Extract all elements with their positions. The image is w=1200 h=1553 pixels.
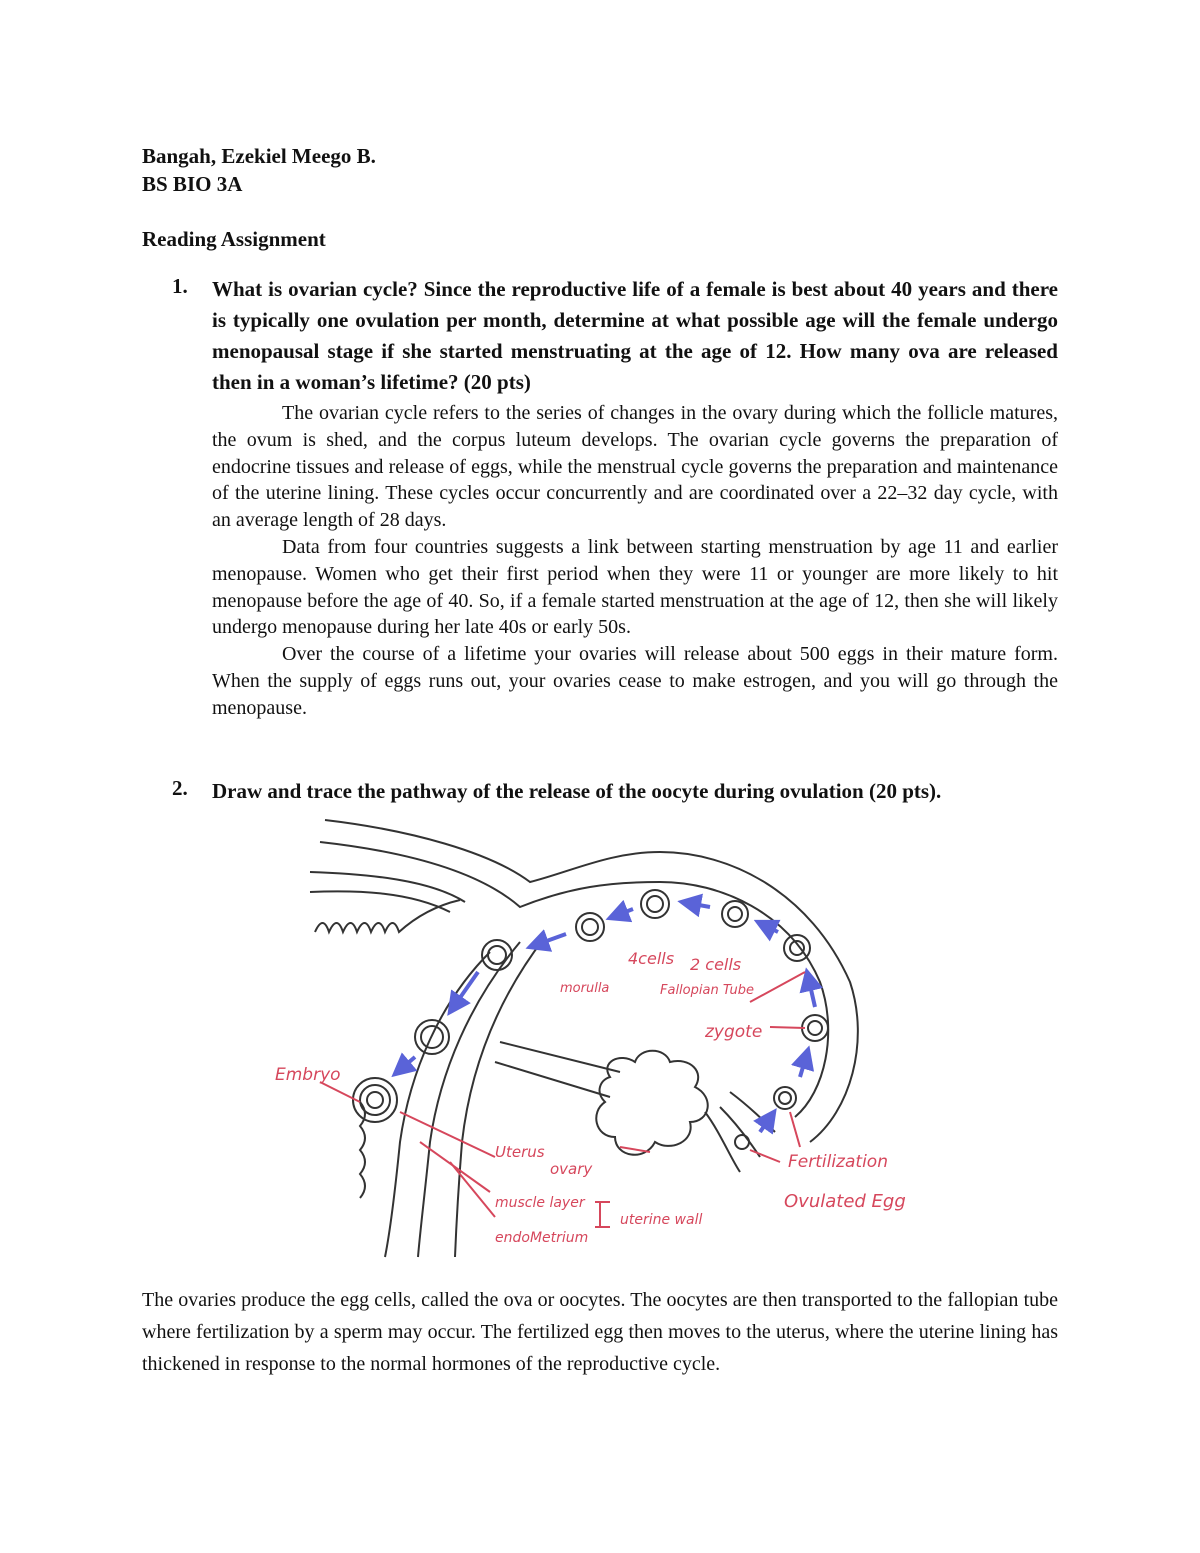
label-ovulated-egg: Ovulated Egg [784,1191,906,1212]
student-name: Bangah, Ezekiel Meego B. [142,144,376,168]
answer-paragraph-3: Over the course of a lifetime your ovaries will release about 500 eggs in their mature form. When the supply of eggs runs out, your ovaries cease to make estrogen, and you will go through the menopause. [212,643,1058,719]
student-section: BS BIO 3A [142,172,243,196]
answer-paragraph-2: Data from four countries suggests a link between starting menstruation by age 11 and earlier menopause. Women who get their first period when they were 11 or younger are more likely to hit menopause before the age of 40. So, if a female started menstruation at the age of 12, then she will likely undergo menopause during her late 40s or early 50s. [212,535,1058,639]
label-leader-lines [320,972,805,1227]
anatomy-outline [310,820,858,1257]
question-2-text: Draw and trace the pathway of the release of the oocyte during ovulation (20 pts). [212,779,942,803]
oocyte-pathway-drawing [275,812,910,1262]
label-uterine-wall: uterine wall [620,1212,703,1228]
oocyte-cells [353,890,828,1149]
answer-paragraph-1: The ovarian cycle refers to the series of changes in the ovary during which the follicle matures, the ovum is shed, and the corpus luteum develops. The ovarian cycle governs the preparation of endocrine tissues and release of eggs, while the menstrual cycle governs the preparation and maintenance of the uterine lining. These cycles occur concurrently and are coordinated over a 22–32 day cycle, with an average length of 28 days. [212,402,1058,532]
label-fertilization: Fertilization [788,1152,888,1172]
label-morula: morulla [560,981,610,996]
question-1-text: What is ovarian cycle? Since the reproductive life of a female is best about 40 years and there is typically one ovulation per month, determine at what possible age will the female undergo menopausal stage if she started menstruating at the age of 12. How many ova are released then in a woman’s lifetime? (20 pts) [212,277,1058,394]
label-ovary: ovary [550,1160,593,1178]
label-fallopian-tube: Fallopian Tube [660,983,754,998]
label-two-cells: 2 cells [690,955,742,974]
label-muscle-layer: muscle layer [495,1195,585,1211]
label-four-cells: 4cells [628,949,675,968]
label-embryo: Embryo [275,1065,341,1085]
assignment-title: Reading Assignment [142,227,326,251]
conclusion-paragraph: The ovaries produce the egg cells, called the ova or oocytes. The oocytes are then transported to the fallopian tube where fertilization by a sperm may occur. The fertilized egg then moves to the uterus, where the uterine lining has thickened in response to the normal hormones of the reproductive cycle. [142,1289,1058,1375]
pathway-arrows [395,902,815,1132]
question-1-answer [212,400,1058,722]
question-2-number: 2. [172,776,188,800]
label-endometrium: endoMetrium [495,1230,589,1246]
label-uterus: Uterus [495,1143,545,1161]
question-1-number: 1. [172,274,188,298]
label-zygote: zygote [705,1022,763,1042]
